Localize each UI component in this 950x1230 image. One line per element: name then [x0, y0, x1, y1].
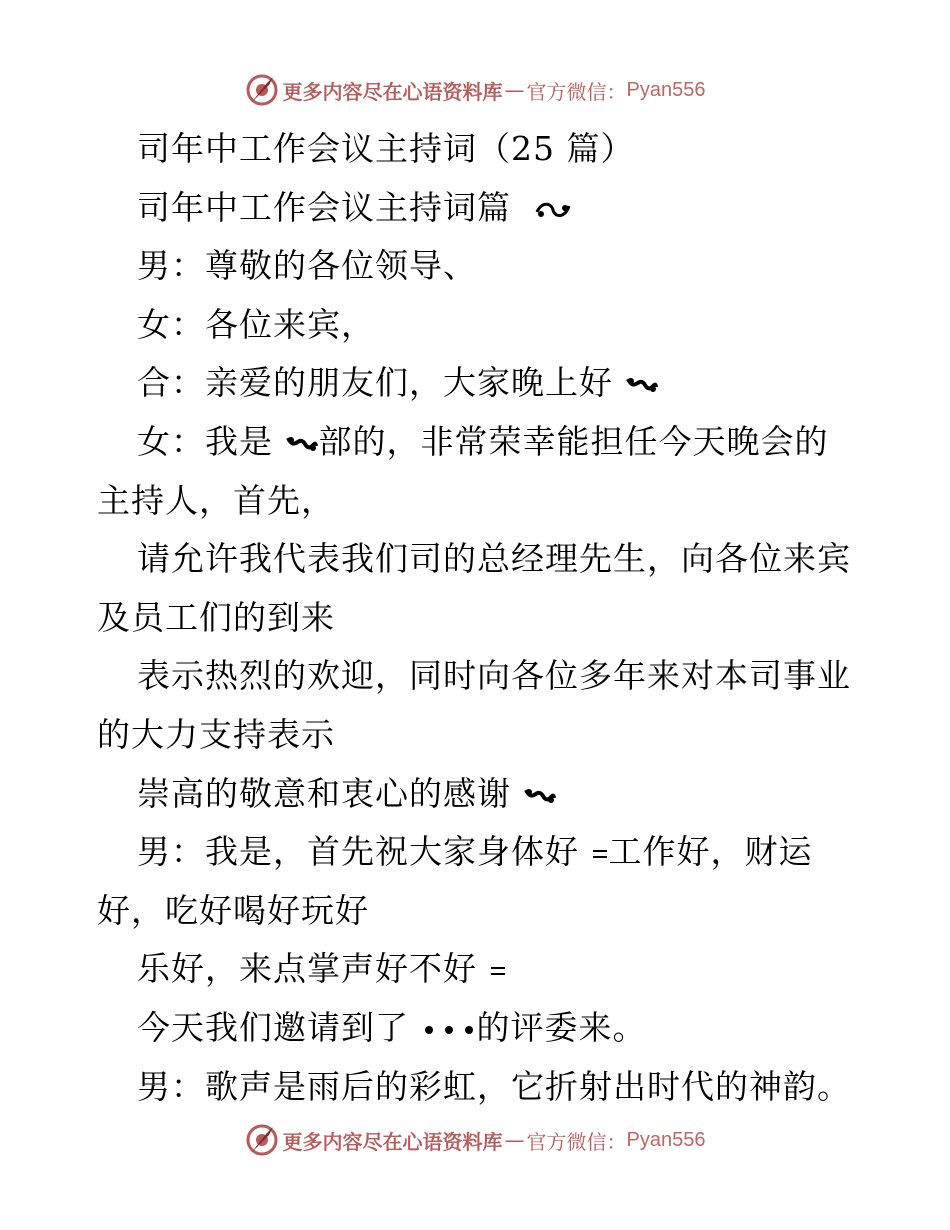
page-footer-banner [0, 1120, 950, 1160]
document-body [97, 120, 857, 1116]
doc-title: 司年中工作会议主持词（25 篇） [137, 129, 635, 168]
doc-line: 崇高的敬意和衷心的感谢 [97, 765, 857, 824]
scroll-ornament-icon [285, 432, 319, 456]
scroll-ornament-icon [533, 198, 573, 222]
quill-logo-icon [245, 73, 279, 107]
page-header-banner [0, 70, 950, 110]
doc-line: 表示热烈的欢迎，同时向各位多年来对本司事业 [137, 656, 851, 696]
scroll-ornament-icon [625, 373, 659, 397]
doc-line: 乐好，来点掌声好不好 [97, 940, 857, 999]
header-wechat-label: 官方微信： [526, 79, 627, 104]
ellipsis-dots-icon [421, 1020, 477, 1040]
doc-line: 男：尊敬的各位领导、 [137, 246, 477, 286]
header-dash: — [504, 78, 525, 102]
doc-line: 今天我们邀请到了 的评委来。 [137, 1007, 647, 1047]
footer-wechat-id: Pyan556 [626, 1128, 706, 1151]
doc-line: 好，吃好喝好玩好 [97, 890, 369, 930]
header-site-text: 更多内容尽在心语资料库 [282, 79, 503, 104]
footer-site-text: 更多内容尽在心语资料库 [282, 1129, 503, 1154]
doc-line: 请允许我代表我们司的总经理先生，向各位来宾 [137, 539, 851, 579]
doc-line: 男：歌声是雨后的彩虹，它折射出时代的神韵。 [137, 1066, 851, 1106]
footer-dash: — [504, 1128, 525, 1152]
doc-line: 男：我是，首先祝大家身体好 工作好，财运 [137, 832, 813, 872]
scroll-ornament-icon [523, 784, 557, 808]
doc-line: 女：我是 部的，非常荣幸能担任今天晚会的 [137, 421, 829, 461]
footer-wechat-label: 官方微信： [526, 1129, 627, 1154]
equals-ornament-icon [489, 961, 507, 981]
quill-logo-icon [245, 1123, 279, 1157]
doc-line: 合：亲爱的朋友们，大家晚上好 [97, 354, 857, 413]
doc-line: 及员工们的到来 [97, 597, 335, 637]
doc-line: 司年中工作会议主持词篇 [97, 179, 857, 238]
equals-ornament-icon [591, 844, 609, 864]
doc-line: 主持人，首先， [97, 480, 335, 520]
doc-line: 的大力支持表示 [97, 714, 335, 754]
doc-line: 女：各位来宾， [137, 304, 375, 344]
header-wechat-id: Pyan556 [626, 78, 706, 101]
